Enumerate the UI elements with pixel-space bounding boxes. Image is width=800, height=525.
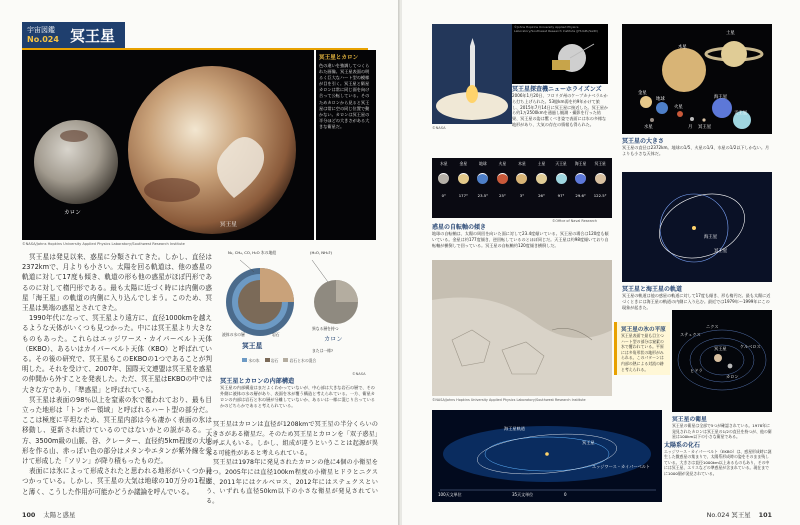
size-label-jupiter: 木星 [678,45,687,50]
orbit-diagram [622,172,772,282]
tilt-planet-icon [536,173,547,184]
tilt-planet [434,161,453,198]
tilt-planet [532,161,551,198]
hero-caption-text: 色の違いを強調してつくられた画像。冥王星表面の明るく巨大なハート型の模様が目を引く。冥王星と衛星カロンは常に同じ面を向け合って公転している。そのためカロンから見ると冥王星は常に空の同じ位置で動かない。カロンは冥王星の半分ほどの大きさがある大きな衛星だ。 [319,63,370,129]
interior-legend [242,358,316,364]
body-paragraph: 表面には氷によって形成されたと思われる地形がいくつか見つかっている。しかし、冥王星の大気は地球の10万分の1程度と薄く、こうした作用が可能かどうか議論を呼んでいる。 [22,467,212,496]
tilt-planet [512,161,531,198]
body-paragraph: 冥王星は発見以来、惑星に分類されてきた。しかし、直径は2372kmで、月よりも小さい。太陽を回る軌道は、他の惑星の軌道に対して17度も傾き、軌道の形も他の惑星がほぼ円形であるのに対して楕円形である。最も太陽に近づく時には内側の惑星「海王星」の軌道の内側に入り込んでしまう。このため、冥王星は異端の惑星とされてきた。 [22,253,212,313]
tilt-degree: 29.6° [575,193,586,198]
launch-credit: ©NASA [432,126,446,130]
tilt-planet [571,161,590,198]
tilt-row [432,158,612,198]
legend-item [265,358,279,364]
tilt-degree: 23.5° [477,193,489,198]
moons-caption-text: 冥王星の衛星は全部で5つが確認されている。1978年に発見されたカロンは冥王星の1/2の直径を持つが、他の衛星は100km以下の小さな衛星である。 [672,423,772,440]
interior-pluto-label: 冥王星 [242,342,263,350]
orbit-label-neptune: 海王星 [704,235,718,240]
ice-plain-caption [614,322,670,375]
planet-size-image [622,24,772,134]
folio-right [707,510,772,519]
size-label-uranus: 天王星 [734,111,748,116]
belt-caption [664,440,772,476]
belt-label-pluto: 冥王星 [582,440,595,445]
interior-label-water: 液体の水の層 [222,332,245,337]
tilt-degree: 26° [538,193,545,198]
legend-item [242,358,260,364]
interior-diagram [220,250,378,370]
belt-label-zero: 0 [564,492,567,497]
size-label-mercury: 水星 [644,125,653,130]
tilt-caption-title: 惑星の自転軸の傾き [432,224,487,231]
hero-caption-title: 冥王星とカロン [319,55,359,61]
size-caption-title: 冥王星の大きさ [622,138,665,145]
charon-label-layered: 異なる層を持つ [312,326,339,331]
tilt-degree: 122.5° [593,193,607,198]
tilt-planet-name: 水星 [439,161,448,166]
planet-size-photo [622,24,772,134]
tilt-degree: 25° [499,193,506,198]
series-number: No.024 [27,35,59,44]
charon-label-uniform: または一様? [312,348,333,353]
tilt-credit: ©Office of Naval Research [552,219,597,223]
ice-plain-credit: ©NASA/Johns Hopkins University Applied Physics Laboratory/Southwest Research Institute [432,398,586,402]
moon-label-styx: ステュクス [680,332,701,337]
page-title: 冥王星 [64,22,125,48]
belt-label-kuiper: エッジワース・カイパーベルト [592,464,651,469]
hero-credit: ©NASA/Johns Hopkins University Applied Physics Laboratory/Southwest Research Institute [22,242,185,246]
tilt-planet-name: 土星 [537,161,546,166]
tilt-planet-name: 天王星 [555,161,567,166]
series-badge [22,22,64,48]
interior-charon-label: カロン [324,336,343,343]
size-label-neptune: 海王星 [714,95,728,100]
size-label-saturn: 土星 [726,31,735,36]
tilt-degree: 177° [458,193,468,198]
hero-caption-box [316,50,376,240]
tilt-caption-text: 地球の自転軸は、太陽の周回を向いた面に対して23.4度傾いている。冥王星の場合は120度も傾いている。金星は約177度傾き、逆回転しているのとほぼ同じだ。天王星は約98度傾いており自転軸が横倒しで回っている。冥王星の自転軸約120度傾き横倒しだ。 [432,231,609,248]
spacecraft-credit: ©Johns Hopkins University Applied Physics Laboratory/Southwest Research Institute (JHUAPL/SwRI) [514,25,598,33]
orbit-image [622,172,772,282]
folio-left [22,510,75,519]
moon-label-kerberos: ケルベロス [740,344,761,349]
belt-caption-text: エッジワース・カイパーベルト（EKBO）は、惑星形成時に誕生した微惑星の集まりで、太陽系形成時の姿をそのまま残している。大きさは直径1000km以上あるものもあり、その中には冥王星、エリスなどの準惑星が含まれている。現在までに1000個が発見されている。 [664,449,772,476]
tilt-caption [432,222,612,248]
nh-caption-title: 冥王星探査機ニューホライズンズ [512,86,602,93]
spacecraft-photo [512,24,608,84]
article-header [22,22,125,48]
size-label-venus: 金星 [638,91,647,96]
tilt-degree: 3° [519,193,525,198]
body-paragraph: 冥王星は1978年に発見されたカロンの他に4個の小衛星を持つ。2005年には直径100km程度の小衛星ヒドラとニクスが、2011年にはケルベロス、2012年にはステュクスという、いずれも直径50km以下の小さな衛星が発見されている。 [206,459,378,505]
orbit-caption-text: 冥王星の軌道は他の惑星の軌道に対して17度も傾き、形も楕円だ。最も太陽に近づくときには海王星の軌道の内側に入り込む。最近では1979年〜1999年にこの現象が起きた。 [622,293,771,310]
ice-plain-photo [432,260,612,396]
legend-label: 岩石と水の混合 [289,358,317,363]
charon-label: カロン [64,210,81,216]
interior-caption-title: 冥王星とカロンの内部構造 [220,378,295,385]
moons-caption-title: 冥王星の衛星 [672,417,707,423]
body-paragraph: 1990年代になって、冥王星より遠方に、直径1000kmを越えるような天体がいくつも見つかった。中には冥王星より大きなものもあった。これらはエッジワース・カイパーベルト天体（EKBO）、あるいはカイパーベルト天体（KBO）と呼ばれている。その後の研究で、冥王星もこのEKBOの1つであることが判明した。それを受けて、2007年、国際天文連盟は冥王星を惑星の仲間から外すことを発表した。ただ、冥王星はEKBOの中では大きな方であり、「準惑星」と呼ばれている。 [22,314,212,394]
kuiper-belt-image [432,410,662,502]
body-paragraph: 冥王星はカロンは直径が1208kmで冥王星の半分くらいの大きさがある衛星だ。そのため冥王星とカロンを「双子惑星」と呼ぶ人もいる。しかし、組成が違うということは起源が異なる可能性があると考えられている。 [206,421,378,457]
size-label-moon: 月 [688,125,693,130]
belt-label-neptune-orbit: 海王星軌道 [504,426,525,431]
tilt-planet-icon [556,173,567,184]
body-paragraph: 冥王星は表面の98％以上を窒素の氷で覆われており、最も目立った地形は「トンボー領域」と呼ばれるハート型の部分だ。ここは極度に平坦なため、冥王星内部は今も凄かく表面の氷は移動し、更新され続けているのではないかとの説がある。一方、3500m級の山脈、谷、クレーター、直径約5km程度の大地形を作る山、赤っぽい色の部分はメタンやエタンが紫外線を受けて形成した「ソリン」が降り積もったものだ。 [22,395,212,466]
tilt-planet [473,161,492,198]
ice-plain-image [432,260,612,396]
size-label-earth: 地球 [656,97,665,102]
belt-caption-title: 太陽系の化石 [664,442,701,449]
orbit-caption-title: 冥王星と海王星の軌道 [622,286,683,293]
series-name: 宇宙図鑑 [27,26,55,34]
nh-caption-text: 2006年1月20日、フロリダ州のケープカナベラルから打ち上げられた。53億km弱を約9年かけて旅し、2015年7月14日に冥王星に接近した。冥王星から約1万2500kmを通過し観測・撮影を行った結果、冥王星の姿は驚くべき姿で表面には氷の多様な地形があり、大気の存在の情報も得られた。 [512,93,609,127]
size-caption [622,136,772,157]
hero-photo [22,50,314,240]
ice-plain-text: 冥王星表面で最も目立つハート型の部分は窒素の氷で覆われている。平原には多角形状の地形がみられる。このパターンは内部の熱による対流の跡と考えられる。 [621,333,664,372]
tilt-planet-icon [575,173,586,184]
spacecraft-image [512,24,608,84]
rocket-launch-image [432,24,512,124]
pluto-sphere [128,66,296,234]
pluto-label: 冥王星 [220,222,237,228]
right-page [402,0,800,525]
tilt-planet-name: 金星 [459,161,468,166]
moons-caption [672,414,772,440]
tilt-planet-icon [497,173,508,184]
orbit-caption [622,284,772,310]
tilt-planet-name: 海王星 [574,161,587,166]
orbit-label-pluto: 冥王星 [714,249,728,254]
kuiper-belt-diagram [432,410,662,502]
tilt-planet-icon [477,173,488,184]
charon-label-ices: (H₂O, NH₃?) [310,250,332,255]
tilt-planet [454,161,473,198]
moons-image [672,310,772,412]
moon-label-nix: ニクス [706,324,719,329]
legend-label: 岩石 [270,358,279,363]
tilt-degree: 0° [441,193,446,198]
moon-label-hydra: ヒドラ [690,368,703,373]
tilt-planet [591,161,610,198]
ice-plain-title: 冥王星の氷の平原 [621,327,666,333]
tilt-planet-icon [516,173,527,184]
legend-item [283,358,316,364]
launch-photo [432,24,512,124]
belt-label-100au: 100天文単位 [438,492,462,497]
tilt-planet-name: 地球 [479,161,487,166]
tilt-planet-name: 木星 [518,161,526,166]
section-name-left: 太陽と惑星 [43,511,76,519]
belt-label-35au: 35天文単位 [512,492,534,497]
nh-caption [512,84,608,128]
interior-credit: ©NASA [352,372,366,376]
tilt-planet [493,161,512,198]
size-caption-text: 冥王星の直径は2372km。地球の1/5、火星の1/3、水星の1/2以下しかない。月よりも小さな天体だ。 [622,145,770,156]
tilt-planet-name: 火星 [498,161,507,166]
interior-caption [220,376,378,409]
moons-photo [672,310,772,412]
interior-figure [220,250,378,370]
interior-label-crust: N₂, CH₄, CO, H₂O 氷の地殻 [228,250,277,255]
tilt-planet [552,161,571,198]
section-name-right: No.024 冥王星 [706,511,751,519]
tilt-planet-icon [438,173,449,184]
interior-label-rock: 岩石 [272,332,280,337]
tilt-planet-name: 冥王星 [594,161,606,166]
body-text-left-2 [206,420,378,506]
body-text-left [22,252,212,497]
size-label-pluto: 冥王星 [698,125,712,130]
legend-label: 水の氷 [248,358,260,363]
interior-caption-text: 冥王星の内部構造はまだよくわかっていないが、中心部は大きな岩石の層で、その外側に液体の水の層があり、表面を氷が覆う構造と考えられている。一方、衛星カロンの内部は岩石と氷の層が分離していないか、あるいは一様に混じり合っているかのどちらかであると考えられている。 [220,385,375,408]
tilt-degree: 97° [557,193,565,198]
page-number-left: 100 [22,511,36,519]
axial-tilt-diagram [432,158,612,218]
page-number-right: 101 [758,511,772,519]
tilt-planet-icon [458,173,469,184]
size-label-mars: 火星 [674,105,683,110]
moon-label-pluto: 冥王星 [714,346,727,351]
moon-label-charon: カロン [726,374,739,379]
tilt-planet-icon [595,173,606,184]
